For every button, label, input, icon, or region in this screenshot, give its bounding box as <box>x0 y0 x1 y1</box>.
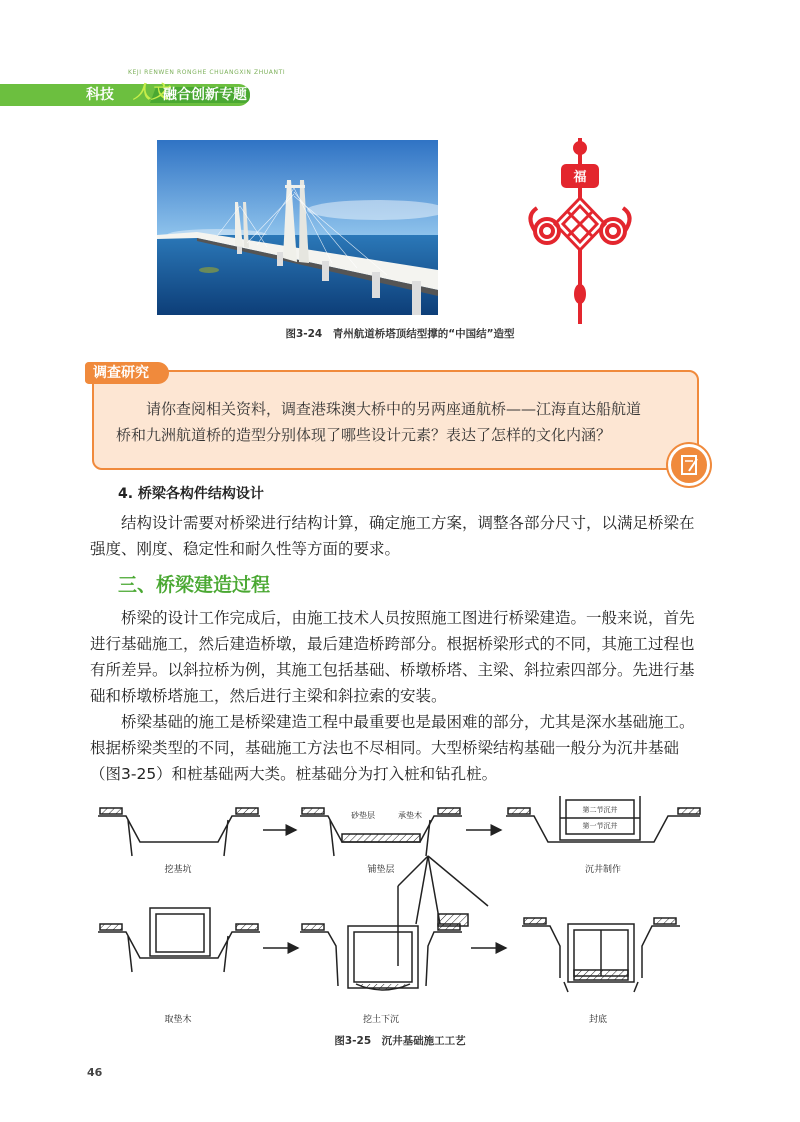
para1-line-2: 进行基础施工，然后建造桥墩，最后建造桥跨部分。根据桥梁形式的不同，其施工过程也 <box>90 635 695 653</box>
label-bearing-wood: 承垫木 <box>398 811 422 820</box>
section-4-line-1: 结构设计需要对桥梁进行结构计算，确定施工方案，调整各部分尺寸，以满足桥梁在 <box>121 514 695 532</box>
para2-line-1: 桥梁基础的施工是桥梁建造工程中最重要也是最困难的部分，尤其是深水基础施工。 <box>121 713 695 731</box>
label-section-1: 第一节沉井 <box>582 822 618 830</box>
step-label-5: 挖土下沉 <box>362 1015 400 1025</box>
investigation-title: 调查研究 <box>85 362 169 384</box>
header-label-topic: 融合创新专题 <box>163 87 247 103</box>
step-label-4: 取垫木 <box>164 1015 192 1025</box>
para2-line-2: 根据桥梁类型的不同，基础施工方法也不尽相同。大型桥梁结构基础一般分为沉井基础 <box>90 739 680 757</box>
section-4-heading: 4. 桥梁各构件结构设计 <box>118 486 264 502</box>
construction-paragraph-2 <box>90 709 710 787</box>
section-heading-bridge-construction: 三、桥梁建造过程 <box>118 574 271 596</box>
para1-line-1: 桥梁的设计工作完成后，由施工技术人员按照施工图进行桥梁建造。一般来说，首先 <box>121 609 695 627</box>
header-pinyin: KEJI RENWEN RONGHE CHUANGXIN ZHUANTI <box>128 69 286 76</box>
step-excavate-sink <box>300 856 488 990</box>
investigation-line-1: 请你查阅相关资料，调查港珠澳大桥中的另两座通航桥——江海直达船航道 <box>146 400 642 418</box>
section-4-paragraph <box>90 510 710 562</box>
pencil-icon <box>668 444 710 486</box>
step-label-6: 封底 <box>588 1015 608 1025</box>
step-label-3: 沉井制作 <box>584 865 622 875</box>
step-dig-pit <box>98 808 260 856</box>
bridge-photo <box>157 140 438 315</box>
para1-line-3: 有所差异。以斜拉桥为例，其施工包括基础、桥墩桥塔、主梁、斜拉索四部分。先进行基 <box>90 661 695 679</box>
investigation-line-2: 桥和九洲航道桥的造型分别体现了哪些设计元素？表达了怎样的文化内涵？ <box>116 426 612 444</box>
chinese-knot-image <box>525 136 635 326</box>
label-section-2: 第二节沉井 <box>582 806 618 814</box>
figure-3-25-caption: 图3-25 沉井基础施工工艺 <box>334 1035 466 1047</box>
para2-line-3: （图3-25）和桩基础两大类。桩基础分为打入桩和钻孔桩。 <box>90 765 498 783</box>
caisson-construction-diagram <box>98 796 702 1032</box>
step-lay-cushion <box>300 808 462 856</box>
construction-paragraph-1 <box>90 605 710 709</box>
step-make-caisson <box>506 796 700 842</box>
investigation-text <box>116 396 676 448</box>
para1-line-4: 础和桥墩桥塔施工，然后进行主梁和斜拉索的安装。 <box>90 687 447 705</box>
step-label-1: 挖基坑 <box>164 865 192 875</box>
step-seal-bottom <box>522 918 680 992</box>
label-sand-layer: 砂垫层 <box>351 811 375 820</box>
knot-character: 福 <box>573 170 587 185</box>
figure-3-24-caption: 图3-24 青州航道桥塔顶结型撑的“中国结”造型 <box>285 328 515 340</box>
page-number: 46 <box>87 1066 103 1079</box>
section-4-line-2: 强度、刚度、稳定性和耐久性等方面的要求。 <box>90 540 401 558</box>
step-label-2: 铺垫层 <box>367 865 395 875</box>
step-remove-wood <box>98 908 260 972</box>
header-label-keji: 科技 <box>86 87 114 103</box>
header-label-renwen: 人文 <box>133 82 169 103</box>
